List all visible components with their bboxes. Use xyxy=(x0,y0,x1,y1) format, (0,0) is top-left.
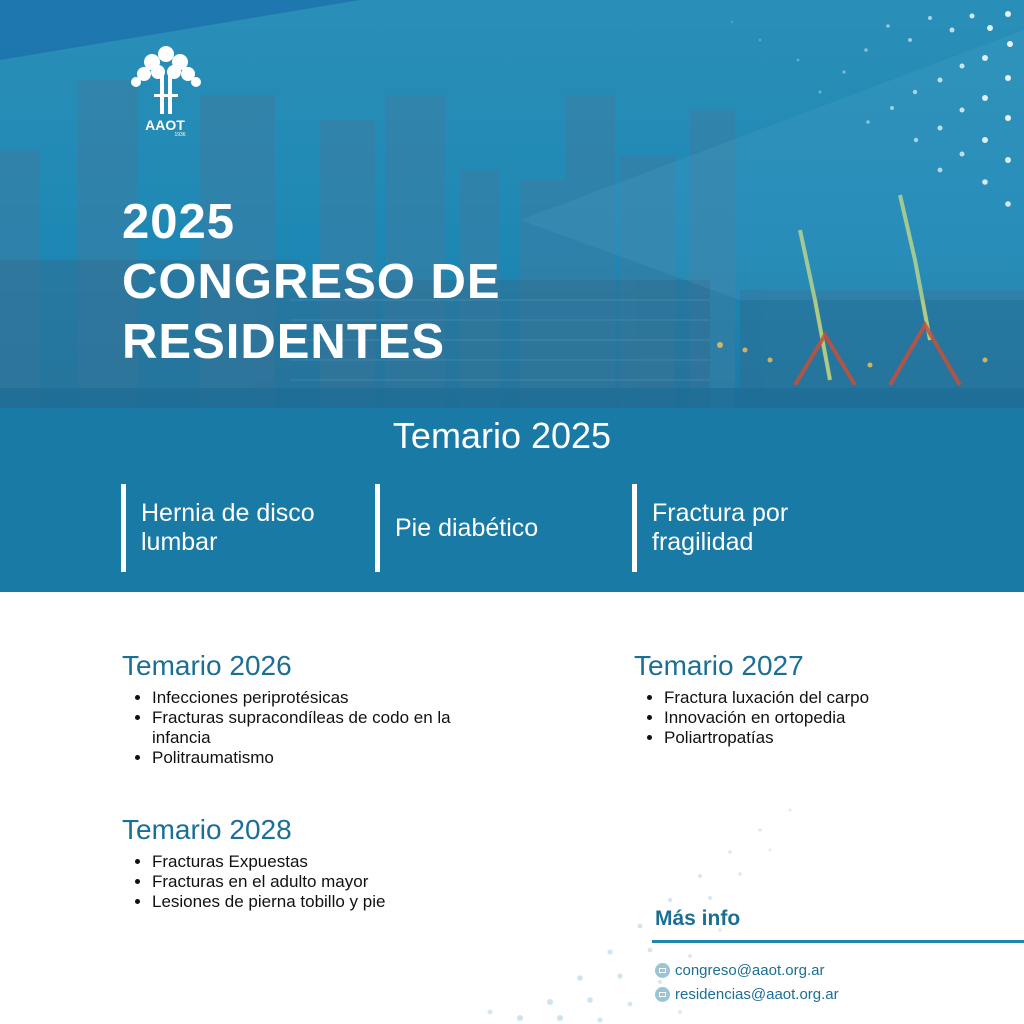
topic-label: Fractura por fragilidad xyxy=(652,499,789,556)
list-item: • Fracturas Expuestas xyxy=(152,852,492,872)
list-item: • Politraumatismo xyxy=(152,748,452,768)
temario-2025-title: Temario 2025 xyxy=(392,415,612,456)
aaot-logo xyxy=(120,44,210,136)
temario-2027-list xyxy=(634,688,994,748)
temario-2026-list xyxy=(122,688,452,768)
contact-residencias[interactable] xyxy=(655,984,839,1004)
email-link[interactable]: congreso@aaot.org.ar xyxy=(675,961,825,979)
list-item: • Lesiones de pierna tobillo y pie xyxy=(152,892,492,912)
mas-info-title: Más info xyxy=(655,907,741,930)
list-item: • Fracturas en el adulto mayor xyxy=(152,872,492,892)
topic-pie-diabetico xyxy=(375,484,605,572)
topic-fractura-fragilidad xyxy=(632,484,852,572)
temario-2028-title: Temario 2028 xyxy=(122,814,292,845)
list-item: • Innovación en ortopedia xyxy=(664,708,994,728)
topic-label: Hernia de disco lumbar xyxy=(141,499,315,556)
topic-label: Pie diabético xyxy=(395,513,539,542)
list-item: • Poliartropatías xyxy=(664,728,994,748)
title-line-congreso: CONGRESO DE xyxy=(122,255,501,309)
title-line-year: 2025 xyxy=(122,195,236,249)
email-link[interactable]: residencias@aaot.org.ar xyxy=(675,985,839,1003)
list-item: • Infecciones periprotésicas xyxy=(152,688,452,708)
logo-year: 1936 xyxy=(174,132,186,136)
list-item: • Fracturas supracondíleas de codo en la infancia xyxy=(152,708,452,748)
list-item: • Fractura luxación del carpo xyxy=(664,688,994,708)
title-line-residentes: RESIDENTES xyxy=(122,315,446,369)
email-icon xyxy=(655,963,670,978)
divider xyxy=(652,940,1024,943)
temario-2028-list xyxy=(122,852,492,912)
email-icon xyxy=(655,987,670,1002)
logo-text: AAOT xyxy=(145,117,185,133)
topic-hernia xyxy=(121,484,351,572)
temario-2027-title: Temario 2027 xyxy=(634,650,804,681)
contact-congreso[interactable] xyxy=(655,960,824,980)
temario-2026-title: Temario 2026 xyxy=(122,650,292,681)
